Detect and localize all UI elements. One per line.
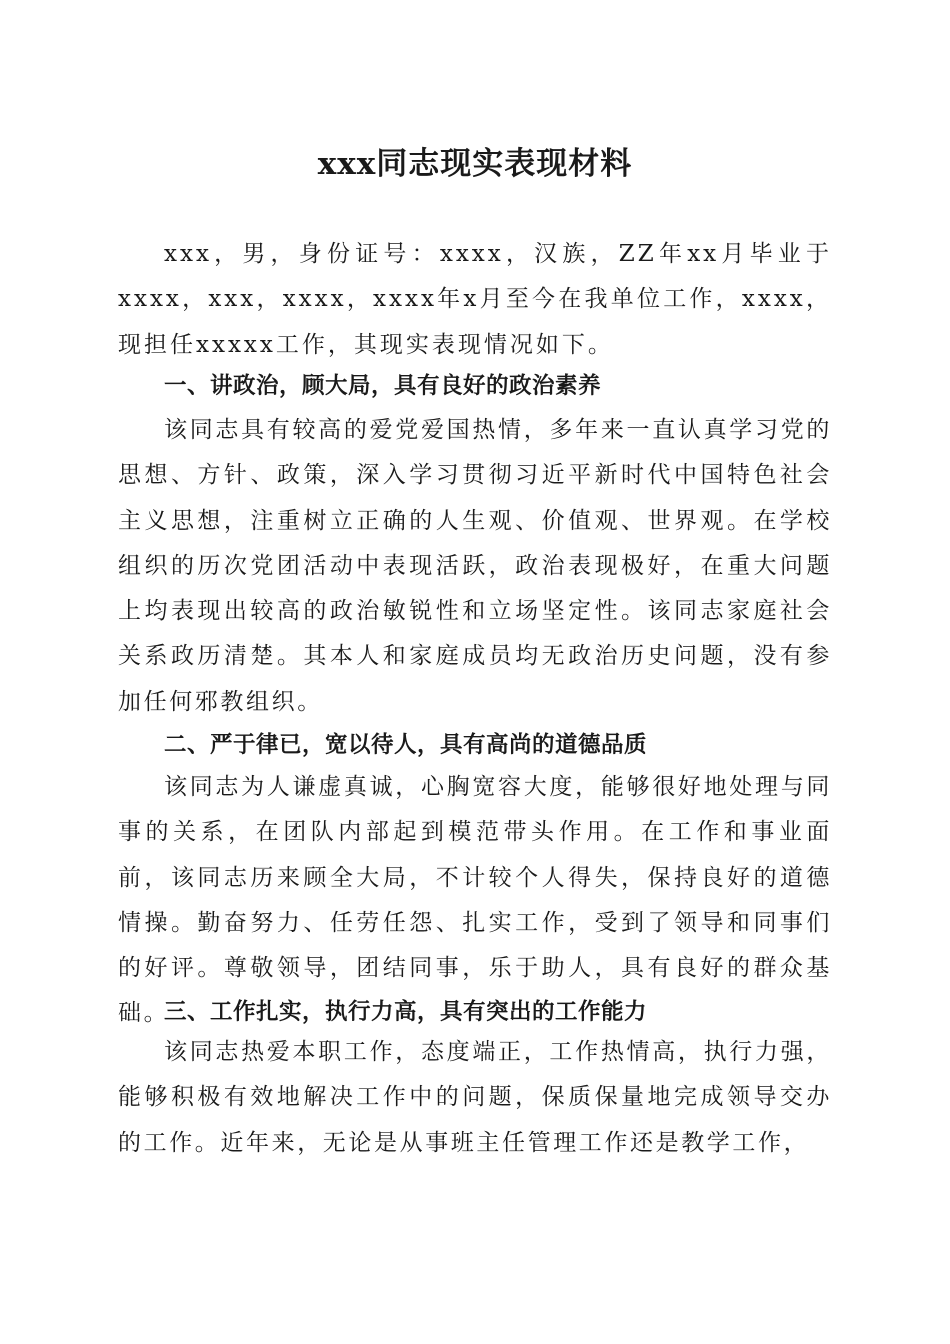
section-3-heading: 三、工作扎实，执行力高，具有突出的工作能力 (164, 999, 648, 1025)
intro-paragraph: xxx，男，身份证号：xxxx，汉族，ZZ年xx月毕业于xxxx，xxx，xxxx，xxxx年x月至今在我单位工作，xxxx，现担任xxxxx工作，其现实表现情况如下。 (118, 241, 832, 358)
section-3-paragraph: 该同志热爱本职工作，态度端正，工作热情高，执行力强，能够积极有效地解决工作中的问题，保质保量地完成领导交办的工作。近年来，无论是从事班主任管理工作还是教学工作， (118, 1039, 832, 1156)
section-1-paragraph: 该同志具有较高的爱党爱国热情，多年来一直认真学习党的思想、方针、政策，深入学习贯彻习近平新时代中国特色社会主义思想，注重树立正确的人生观、价值观、世界观。在学校组织的历次党团活动中表现活跃，政治表现极好，在重大问题上均表现出较高的政治敏锐性和立场坚定性。该同志家庭社会关系政历清楚。其本人和家庭成员均无政治历史问题，没有参加任何邪教组织。 (118, 417, 832, 715)
section-2-heading: 二、严于律已，宽以待人，具有高尚的道德品质 (164, 732, 648, 758)
document-title: xxx同志现实表现材料 (317, 146, 633, 182)
section-2-paragraph: 该同志为人谦虚真诚，心胸宽容大度，能够很好地处理与同事的关系，在团队内部起到模范带头作用。在工作和事业面前，该同志历来顾全大局，不计较个人得失，保持良好的道德情操。勤奋努力、任劳任怨、扎实工作，受到了领导和同事们的好评。尊敬领导，团结同事，乐于助人，具有良好的群众基础。 (118, 774, 832, 1027)
section-1-heading: 一、讲政治，顾大局，具有良好的政治素养 (164, 373, 602, 399)
